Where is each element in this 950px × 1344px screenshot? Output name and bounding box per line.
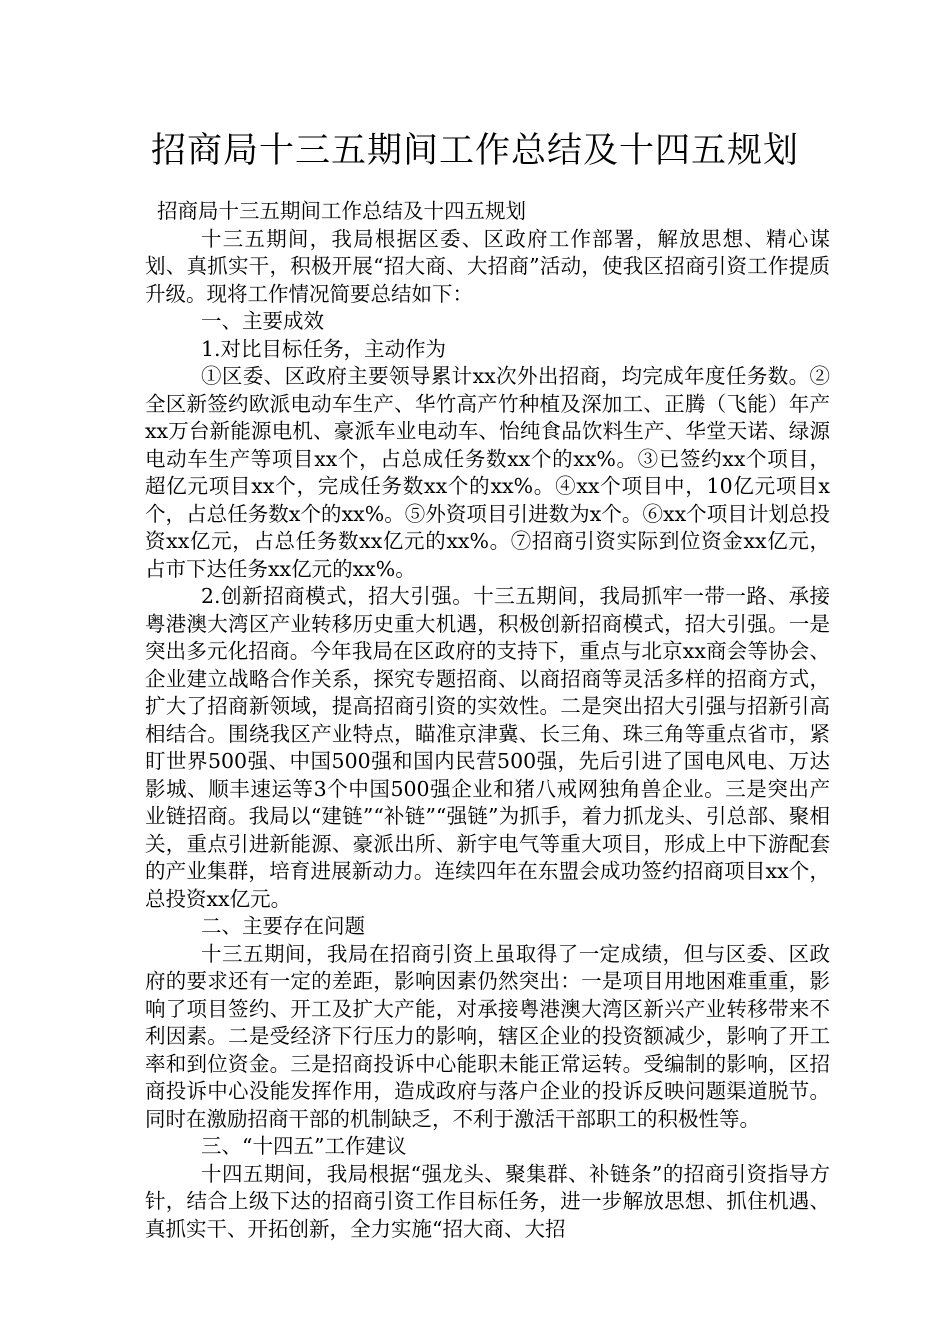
subsection-heading-targets: 1.对比目标任务，主动作为 [201, 336, 447, 361]
document-body [145, 198, 830, 1243]
intro-paragraph: 十三五期间，我局根据区委、区政府工作部署，解放思想、精心谋划、真抓实干，积极开展“招大商、大招商”活动，使我区招商引资工作提质升级。现将工作情况简要总结如下： [145, 226, 830, 306]
problems-paragraph: 十三五期间，我局在招商引资上虽取得了一定成绩，但与区委、区政府的要求还有一定的差距，影响因素仍然突出：一是项目用地困难重重，影响了项目签约、开工及扩大产能，对承接粤港澳大湾区新兴产业转移带来不利因素。二是受经济下行压力的影响，辖区企业的投资额减少，影响了开工率和到位资金。三是招商投诉中心能职未能正常运转。受编制的影响，区招商投诉中心没能发挥作用，造成政府与落户企业的投诉反映问题渠道脱节。同时在激励招商干部的机制缺乏，不利于激活干部职工的积极性等。 [145, 941, 830, 1131]
section-heading-achievements: 一、主要成效 [201, 309, 324, 333]
document-title: 招商局十三五期间工作总结及十四五规划 [150, 131, 799, 171]
document-subtitle: 招商局十三五期间工作总结及十四五规划 [157, 199, 526, 223]
suggestions-paragraph: 十四五期间，我局根据“强龙头、聚集群、补链条”的招商引资指导方针，结合上级下达的招商引资工作目标任务，进一步解放思想、抓住机遇、真抓实干、开拓创新，全力实施“招大商、大招 [145, 1161, 830, 1241]
section-heading-problems: 二、主要存在问题 [201, 914, 365, 938]
section-heading-suggestions: 三、“十四五”工作建议 [201, 1134, 407, 1158]
targets-paragraph: ①区委、区政府主要领导累计xx次外出招商，均完成年度任务数。②全区新签约欧派电动车生产、华竹高产竹种植及深加工、正腾（飞能）年产xx万台新能源电机、豪派车业电动车、怡纯食品饮料生产、华堂天诺、绿源电动车生产等项目xx个，占总成任务数xx个的xx%。③已签约xx个项目，超亿元项目xx个，完成任务数xx个的xx%。④xx个项目中，10亿元项目x个，占总任务数x个的xx%。⑤外资项目引进数为x个。⑥xx个项目计划总投资xx亿元，占总任务数xx亿元的xx%。⑦招商引资实际到位资金xx亿元，占市下达任务xx亿元的xx%。 [145, 364, 830, 581]
innovation-paragraph: 2.创新招商模式，招大引强。十三五期间，我局抓牢一带一路、承接粤港澳大湾区产业转移历史重大机遇，积极创新招商模式，招大引强。一是突出多元化招商。今年我局在区政府的支持下，重点与北京xx商会等协会、企业建立战略合作关系，探究专题招商、以商招商等灵活多样的招商方式，扩大了招商新领域，提高招商引资的实效性。二是突出招大引强与招新引高相结合。围绕我区产业特点，瞄准京津冀、长三角、珠三角等重点省市，紧盯世界500强、中国500强和国内民营500强，先后引进了国电风电、万达影城、顺丰速运等3个中国500强企业和猪八戒网独角兽企业。三是突出产业链招商。我局以“建链”“补链”“强链”为抓手，着力抓龙头、引总部、聚相关，重点引进新能源、豪派出所、新宇电气等重大项目，形成上中下游配套的产业集群，培育进展新动力。连续四年在东盟会成功签约招商项目xx个，总投资xx亿元。 [145, 584, 830, 911]
